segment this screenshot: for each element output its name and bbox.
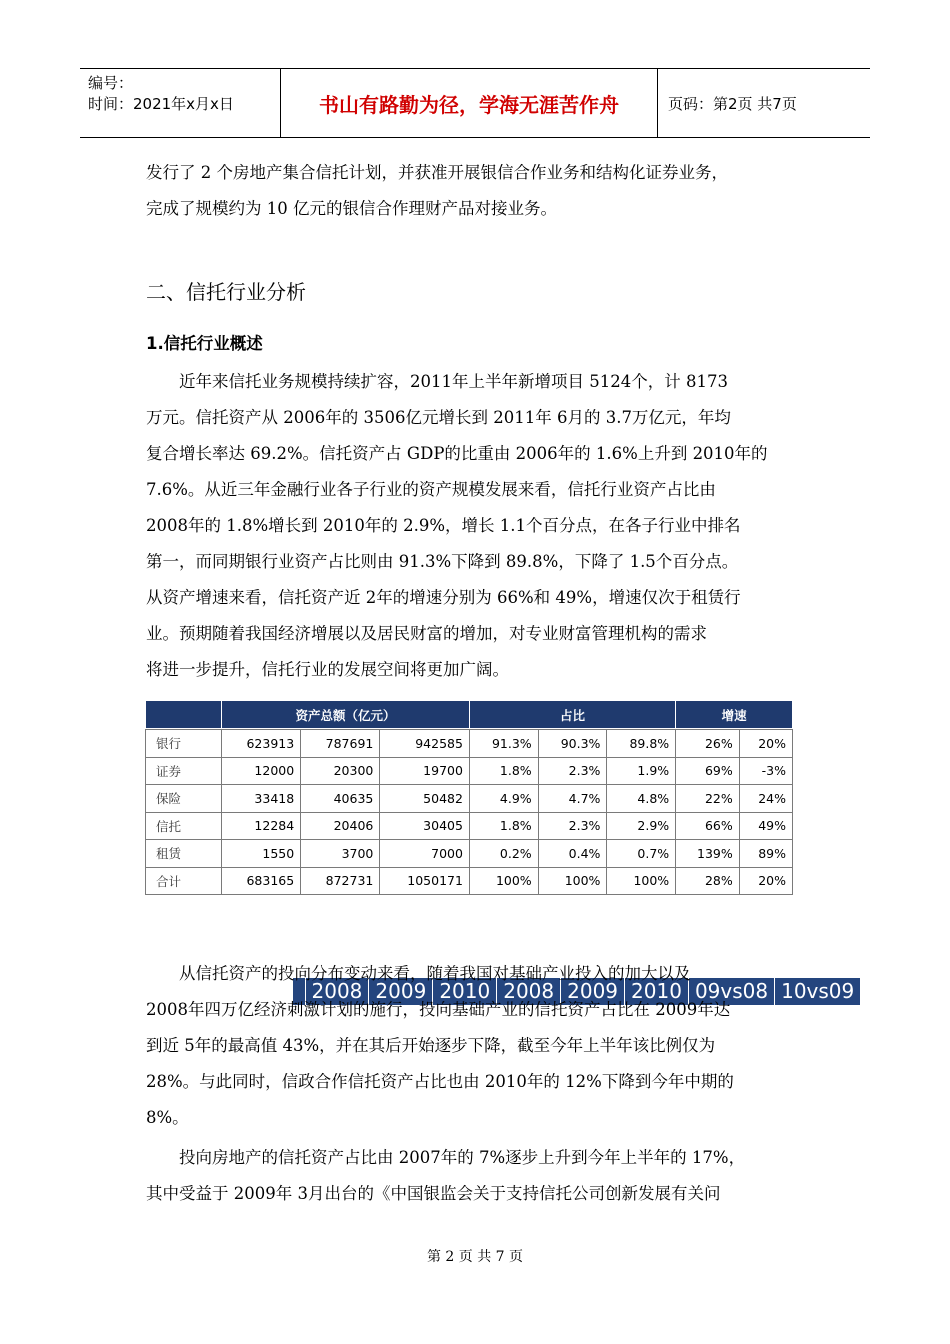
text-line: 万元。信托资产从 2006年的 3506亿元增长到 2011年 6月的 3.7万亿元，年均 xyxy=(146,408,731,427)
text-line: 从信托资产的投向分布变动来看，随着我国对基础产业投入的加大以及 xyxy=(146,964,691,983)
table-cell: 20% xyxy=(739,730,792,758)
table-cell: 1550 xyxy=(222,840,301,868)
sub-header: 10vs09 xyxy=(775,977,861,1005)
table-cell: 69% xyxy=(676,757,740,785)
table-cell: 623913 xyxy=(222,730,301,758)
sub-header: 2009 xyxy=(561,977,625,1005)
group-header-assets: 资产总额（亿元） xyxy=(222,701,470,729)
table-cell: 4.8% xyxy=(607,785,676,813)
sub-header: 2008 xyxy=(497,977,561,1005)
table-cell: 683165 xyxy=(222,867,301,895)
table-row xyxy=(146,785,793,813)
table-cell: 0.7% xyxy=(607,840,676,868)
table-cell: 24% xyxy=(739,785,792,813)
table-cell: 100% xyxy=(607,867,676,895)
text-line: 第一，而同期银行业资产占比则由 91.3%下降到 89.8%，下降了 1.5个百分点。 xyxy=(146,552,739,571)
table-cell: 40635 xyxy=(301,785,380,813)
text-line: 从资产增速来看，信托资产近 2年的增速分别为 66%和 49%，增速仅次于租赁行 xyxy=(146,588,741,607)
sub-header: 2010 xyxy=(433,977,497,1005)
text-line: 近年来信托业务规模持续扩容，2011年上半年新增项目 5124个，计 8173 xyxy=(146,372,728,391)
table-cell: 20300 xyxy=(301,757,380,785)
header-motto: 书山有路勤为径，学海无涯苦作舟 xyxy=(281,69,658,137)
table-row xyxy=(146,840,793,868)
table-cell: 1050171 xyxy=(380,867,470,895)
table-cell: 12284 xyxy=(222,812,301,840)
text-line: 将进一步提升，信托行业的发展空间将更加广阔。 xyxy=(146,660,509,679)
table-cell: 30405 xyxy=(380,812,470,840)
sub-header: 2010 xyxy=(625,977,689,1005)
text-line: 发行了 2 个房地产集合信托计划，并获准开展银信合作业务和结构化证券业务， xyxy=(146,163,728,182)
page-header xyxy=(80,68,870,138)
text-line: 7.6%。从近三年金融行业各子行业的资产规模发展来看，信托行业资产占比由 xyxy=(146,480,716,499)
table-cell: 22% xyxy=(676,785,740,813)
group-header-share: 占比 xyxy=(469,701,675,729)
row-label: 信托 xyxy=(146,812,222,840)
table-cell: 1.8% xyxy=(469,812,538,840)
table-cell: 4.9% xyxy=(469,785,538,813)
table-cell: 49% xyxy=(739,812,792,840)
text-line: 其中受益于 2009年 3月出台的《中国银监会关于支持信托公司创新发展有关问 xyxy=(146,1184,721,1203)
table-cell: 1.9% xyxy=(607,757,676,785)
table-cell: 2.3% xyxy=(538,757,607,785)
text-line: 完成了规模约为 10 亿元的银信合作理财产品对接业务。 xyxy=(146,199,557,218)
table-row xyxy=(146,812,793,840)
table-cell: -3% xyxy=(739,757,792,785)
table-cell: 7000 xyxy=(380,840,470,868)
table-cell: 872731 xyxy=(301,867,380,895)
table-cell: 100% xyxy=(538,867,607,895)
text-line: 2008年的 1.8%增长到 2010年的 2.9%，增长 1.1个百分点，在各子行业中排名 xyxy=(146,516,741,535)
table-cell: 2.9% xyxy=(607,812,676,840)
text-line: 28%。与此同时，信政合作信托资产占比也由 2010年的 12%下降到今年中期的 xyxy=(146,1072,734,1091)
table-cell: 20% xyxy=(739,867,792,895)
table-cell: 1.8% xyxy=(469,757,538,785)
text-line: 2008年四万亿经济刺激计划的施行，投向基础产业的信托资产占比在 2009年达 xyxy=(146,1000,731,1019)
table-cell: 90.3% xyxy=(538,730,607,758)
table-cell: 0.4% xyxy=(538,840,607,868)
table-group-header-row xyxy=(146,701,793,729)
text-line: 业。预期随着我国经济增展以及居民财富的增加，对专业财富管理机构的需求 xyxy=(146,624,707,643)
row-label: 保险 xyxy=(146,785,222,813)
table-cell: 66% xyxy=(676,812,740,840)
table-cell: 19700 xyxy=(380,757,470,785)
intro-paragraph xyxy=(146,155,806,227)
table-cell: 26% xyxy=(676,730,740,758)
paragraph-real-estate xyxy=(146,1140,806,1212)
sub-header: 2008 xyxy=(305,977,369,1005)
table-cell: 28% xyxy=(676,867,740,895)
row-label: 租赁 xyxy=(146,840,222,868)
row-label: 合计 xyxy=(146,867,222,895)
table-cell: 139% xyxy=(676,840,740,868)
sub-header: 2009 xyxy=(369,977,433,1005)
table-corner-cell xyxy=(146,701,222,729)
table-row xyxy=(146,867,793,895)
section-title: 二、信托行业分析 xyxy=(146,280,306,304)
text-line: 8%。 xyxy=(146,1108,189,1127)
subsection-title: 1.信托行业概述 xyxy=(146,334,263,353)
row-label: 银行 xyxy=(146,730,222,758)
table-cell: 20406 xyxy=(301,812,380,840)
table-cell: 0.2% xyxy=(469,840,538,868)
table-cell: 89% xyxy=(739,840,792,868)
table-cell: 100% xyxy=(469,867,538,895)
header-page-info: 页码：第2页 共7页 xyxy=(668,94,797,113)
table-row xyxy=(146,757,793,785)
table-cell: 3700 xyxy=(301,840,380,868)
page-footer: 第 2 页 共 7 页 xyxy=(426,1249,524,1265)
group-header-growth: 增速 xyxy=(676,701,793,729)
row-label: 证券 xyxy=(146,757,222,785)
table-cell: 33418 xyxy=(222,785,301,813)
table-row xyxy=(146,730,793,758)
paragraph-overview xyxy=(146,364,806,688)
text-line: 投向房地产的信托资产占比由 2007年的 7%逐步上升到今年上半年的 17%， xyxy=(146,1148,746,1167)
table-cell: 50482 xyxy=(380,785,470,813)
sub-header: 09vs08 xyxy=(688,977,774,1005)
header-meta xyxy=(80,69,281,137)
table-cell: 787691 xyxy=(301,730,380,758)
table-cell: 942585 xyxy=(380,730,470,758)
text-line: 复合增长率达 69.2%。信托资产占 GDP的比重由 2006年的 1.6%上升到 2010年的 xyxy=(146,444,768,463)
document-number: 编号： xyxy=(88,74,134,92)
text-line: 到近 5年的最高值 43%，并在其后开始逐步下降，截至今年上半年该比例仅为 xyxy=(146,1036,716,1055)
table-cell: 2.3% xyxy=(538,812,607,840)
table-cell: 12000 xyxy=(222,757,301,785)
paragraph-asset-allocation xyxy=(146,956,806,1136)
document-time: 时间：2021年x月x日 xyxy=(88,95,234,113)
table-cell: 89.8% xyxy=(607,730,676,758)
table-cell: 4.7% xyxy=(538,785,607,813)
table-cell: 91.3% xyxy=(469,730,538,758)
